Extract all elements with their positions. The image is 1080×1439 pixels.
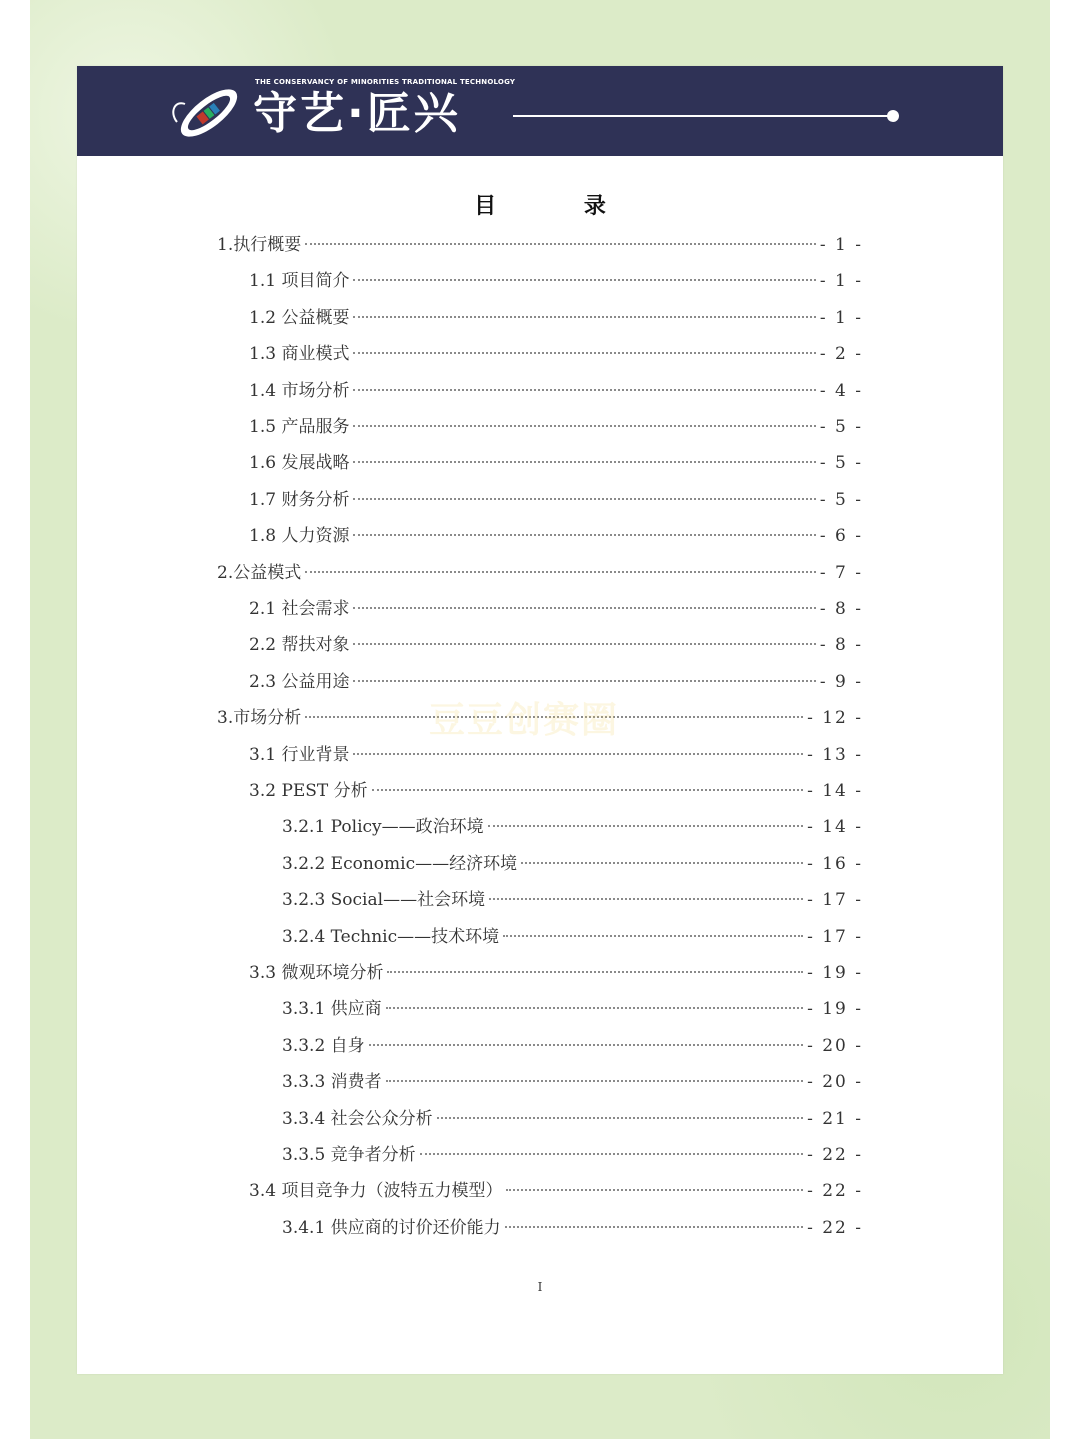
toc-heading: 目 录 xyxy=(474,193,646,219)
toc-entry-label: 3.4 项目竞争力（波特五力模型） xyxy=(249,1181,503,1202)
toc-entry-label: 2.1 社会需求 xyxy=(249,599,350,619)
toc-entry-page: - 9 - xyxy=(819,671,863,692)
toc-dot-leader xyxy=(488,825,803,827)
toc-entry-page: - 17 - xyxy=(807,926,863,947)
toc-entry-label: 3.2.2 Economic——经济环境 xyxy=(282,853,518,874)
toc-entry[interactable] xyxy=(282,1104,863,1132)
toc-dot-leader xyxy=(353,316,815,318)
toc-entry-label: 3.3.1 供应商 xyxy=(282,999,382,1020)
toc-entry[interactable] xyxy=(249,776,863,804)
toc-entry-page: - 22 - xyxy=(807,1217,863,1238)
toc-entry[interactable] xyxy=(282,885,863,913)
toc-entry-page: - 5 - xyxy=(819,453,863,474)
toc-entry[interactable] xyxy=(249,521,863,549)
toc-entry[interactable] xyxy=(217,558,863,586)
toc-entry-label: 3.2 PEST 分析 xyxy=(249,781,368,801)
toc-entry[interactable] xyxy=(249,266,863,294)
watermark: 豆豆创赛圈 xyxy=(429,700,620,741)
toc-entry[interactable] xyxy=(282,849,863,877)
toc-entry-label: 1.3 商业模式 xyxy=(249,344,350,365)
toc-entry-label: 1.执行概要 xyxy=(217,235,302,255)
toc-entry-label: 1.7 财务分析 xyxy=(249,489,350,510)
toc-entry[interactable] xyxy=(249,339,863,367)
toc-entry[interactable] xyxy=(282,922,863,950)
toc-entry-page: - 6 - xyxy=(819,526,863,547)
toc-dot-leader xyxy=(521,862,803,864)
toc-entry-label: 2.2 帮扶对象 xyxy=(249,635,350,656)
document-page xyxy=(77,66,1003,1374)
toc-dot-leader xyxy=(353,607,815,609)
toc-dot-leader xyxy=(353,279,815,281)
toc-entry-label: 3.1 行业背景 xyxy=(249,744,350,765)
toc-entry[interactable] xyxy=(282,812,863,840)
banner-decorative-dot xyxy=(887,110,899,122)
toc-entry-label: 1.5 产品服务 xyxy=(249,417,350,437)
toc-entry[interactable] xyxy=(249,376,863,404)
toc-entry-page: - 12 - xyxy=(807,708,863,729)
toc-dot-leader xyxy=(386,1007,803,1009)
toc-entry-label: 2.公益模式 xyxy=(217,562,302,583)
toc-entry-page: - 8 - xyxy=(819,599,863,619)
toc-dot-leader xyxy=(503,935,803,937)
toc-dot-leader xyxy=(420,1153,803,1155)
toc-entry-label: 1.1 项目简介 xyxy=(249,271,350,292)
toc-entry-page: - 20 - xyxy=(807,1072,863,1093)
toc-entry-page: - 7 - xyxy=(819,562,863,583)
toc-dot-leader xyxy=(353,425,815,427)
toc-entry-label: 1.4 市场分析 xyxy=(249,380,350,401)
toc-entry-label: 1.6 发展战略 xyxy=(249,453,350,474)
toc-dot-leader xyxy=(489,898,803,900)
toc-entry-page: - 19 - xyxy=(807,999,863,1020)
toc-entry-label: 3.3.4 社会公众分析 xyxy=(282,1108,433,1129)
toc-entry-page: - 22 - xyxy=(807,1145,863,1165)
toc-dot-leader xyxy=(353,680,815,682)
toc-dot-leader xyxy=(505,1226,803,1228)
toc-entry-label: 3.市场分析 xyxy=(217,708,302,729)
toc-entry-page: - 21 - xyxy=(807,1108,863,1129)
toc-entry-page: - 14 - xyxy=(807,817,863,838)
toc-entry-page: - 22 - xyxy=(807,1181,863,1202)
toc-entry-page: - 4 - xyxy=(819,380,863,401)
toc-entry[interactable] xyxy=(249,485,863,513)
toc-entry-page: - 14 - xyxy=(807,781,863,801)
toc-entry-page: - 1 - xyxy=(819,271,863,292)
toc-entry-label: 3.3.3 消费者 xyxy=(282,1072,382,1093)
toc-entry-label: 1.2 公益概要 xyxy=(249,307,350,328)
toc-entry-page: - 8 - xyxy=(819,635,863,656)
toc-entry-page: - 20 - xyxy=(807,1035,863,1056)
toc-entry[interactable] xyxy=(282,1140,863,1168)
toc-dot-leader xyxy=(387,971,803,973)
left-margin-strip xyxy=(0,0,30,1439)
toc-entry-page: - 16 - xyxy=(807,853,863,874)
toc-dot-leader xyxy=(369,1044,803,1046)
toc-entry[interactable] xyxy=(249,958,863,986)
toc-entry-label: 3.4.1 供应商的讨价还价能力 xyxy=(282,1217,501,1238)
toc-entry-page: - 1 - xyxy=(819,307,863,328)
toc-entry[interactable] xyxy=(282,1067,863,1095)
toc-entry-label: 2.3 公益用途 xyxy=(249,671,350,692)
toc-entry[interactable] xyxy=(249,667,863,695)
embroidery-leaf-logo-icon xyxy=(167,82,247,144)
toc-entry[interactable] xyxy=(282,994,863,1022)
toc-entry-page: - 5 - xyxy=(819,417,863,437)
toc-entry[interactable] xyxy=(249,1176,863,1204)
toc-entry-page: - 5 - xyxy=(819,489,863,510)
toc-dot-leader xyxy=(372,789,803,791)
toc-entry-page: - 2 - xyxy=(819,344,863,365)
toc-dot-leader xyxy=(386,1080,803,1082)
toc-dot-leader xyxy=(353,753,803,755)
toc-entry[interactable] xyxy=(249,303,863,331)
banner-subtitle: THE CONSERVANCY OF MINORITIES TRADITIONAL TECHNOLOGY xyxy=(255,78,516,86)
toc-entry[interactable] xyxy=(249,740,863,768)
right-margin-strip xyxy=(1050,0,1080,1439)
toc-entry-label: 3.3.5 竞争者分析 xyxy=(282,1145,416,1165)
toc-entry[interactable] xyxy=(249,448,863,476)
toc-dot-leader xyxy=(437,1117,803,1119)
page-number: I xyxy=(537,1280,543,1294)
toc-entry-label: 3.2.3 Social——社会环境 xyxy=(282,890,486,911)
toc-dot-leader xyxy=(353,352,815,354)
banner-decorative-line xyxy=(513,115,893,117)
toc-entry-page: - 1 - xyxy=(819,235,863,255)
toc-entry[interactable] xyxy=(217,230,863,258)
toc-entry-label: 3.2.4 Technic——技术环境 xyxy=(282,926,500,947)
toc-dot-leader xyxy=(353,498,815,500)
toc-entry-label: 3.2.1 Policy——政治环境 xyxy=(282,817,484,838)
toc-entry-page: - 17 - xyxy=(807,890,863,911)
toc-entry[interactable] xyxy=(249,412,863,440)
toc-entry[interactable] xyxy=(249,594,863,622)
toc-entry[interactable] xyxy=(249,630,863,658)
toc-entry-label: 3.3.2 自身 xyxy=(282,1035,365,1056)
toc-dot-leader xyxy=(353,389,815,391)
toc-entry-label: 3.3 微观环境分析 xyxy=(249,963,384,983)
toc-dot-leader xyxy=(353,534,815,536)
banner-title: 守艺·匠兴 xyxy=(253,88,461,139)
toc-entry-page: - 19 - xyxy=(807,963,863,983)
toc-dot-leader xyxy=(305,243,816,245)
toc-dot-leader xyxy=(506,1189,803,1191)
toc-entry-page: - 13 - xyxy=(807,744,863,765)
toc-dot-leader xyxy=(353,461,815,463)
toc-entry[interactable] xyxy=(282,1213,863,1241)
toc-dot-leader xyxy=(353,643,815,645)
header-banner xyxy=(77,66,1003,156)
toc-entry[interactable] xyxy=(282,1031,863,1059)
toc-entry-label: 1.8 人力资源 xyxy=(249,526,350,547)
toc-dot-leader xyxy=(305,571,816,573)
